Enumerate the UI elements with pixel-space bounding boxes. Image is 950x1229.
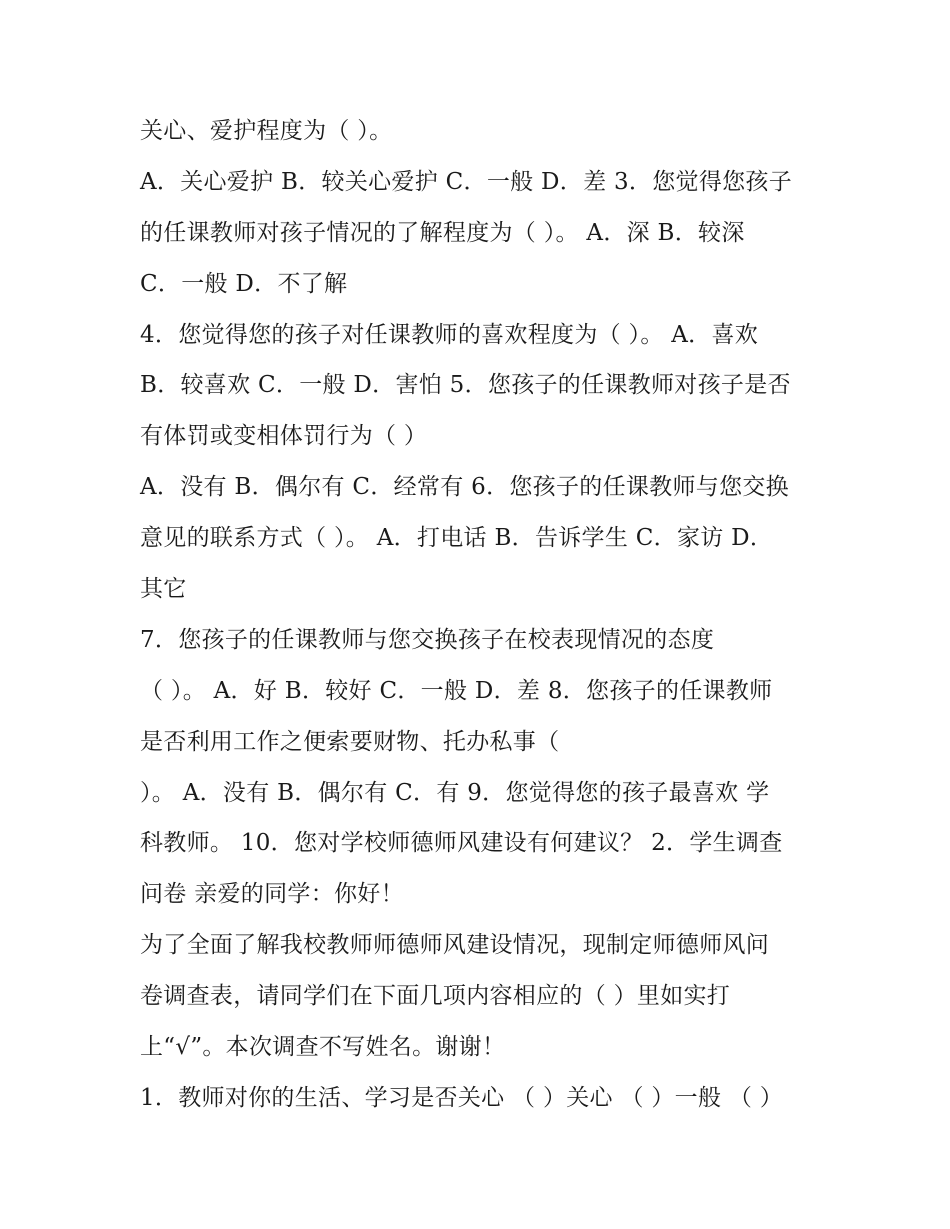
text-line: 1．教师对你的生活、学习是否关心 （ ）关心 （ ）一般 （ ）: [140, 1084, 784, 1111]
text-line: 的任课教师对孩子情况的了解程度为（ ）。 A．深 B．较深: [140, 219, 745, 246]
text-line: 其它: [140, 576, 187, 603]
survey-text-block: [140, 106, 830, 1124]
text-line: 问卷 亲爱的同学：你好！: [140, 881, 404, 908]
text-line: C．一般 D．不了解: [140, 270, 348, 297]
text-line: A．没有 B．偶尔有 C．经常有 6．您孩子的任课教师与您交换: [140, 474, 789, 501]
text-line: 4．您觉得您的孩子对任课教师的喜欢程度为（ ）。 A．喜欢: [140, 321, 759, 348]
text-line: 为了全面了解我校教师师德师风建设情况，现制定师德师风问: [140, 932, 770, 959]
text-line: 意见的联系方式（ ）。 A．打电话 B．告诉学生 C．家访 D．: [140, 525, 774, 552]
text-line: 上“√”。本次调查不写姓名。谢谢！: [140, 1034, 506, 1061]
text-line: 关心、爱护程度为（ ）。: [140, 118, 393, 144]
text-line: ）。 A．没有 B．偶尔有 C．有 9．您觉得您的孩子最喜欢 学: [140, 779, 770, 806]
text-line: 卷调查表，请同学们在下面几项内容相应的（ ）里如实打: [140, 983, 731, 1010]
text-line: B．较喜欢 C．一般 D．害怕 5．您孩子的任课教师对孩子是否: [140, 372, 791, 399]
text-line: 科教师。 10．您对学校师德师风建设有何建议？ 2．学生调查: [140, 830, 783, 857]
text-line: 7．您孩子的任课教师与您交换孩子在校表现情况的态度: [140, 626, 715, 653]
text-line: （ ）。 A．好 B．较好 C．一般 D．差 8．您孩子的任课教师: [140, 677, 773, 704]
text-line: A．关心爱护 B．较关心爱护 C．一般 D．差 3．您觉得您孩子: [140, 168, 793, 195]
text-line: 有体罚或变相体罚行为（ ）: [140, 423, 428, 450]
text-line: 是否利用工作之便索要财物、托办私事（: [140, 728, 560, 755]
